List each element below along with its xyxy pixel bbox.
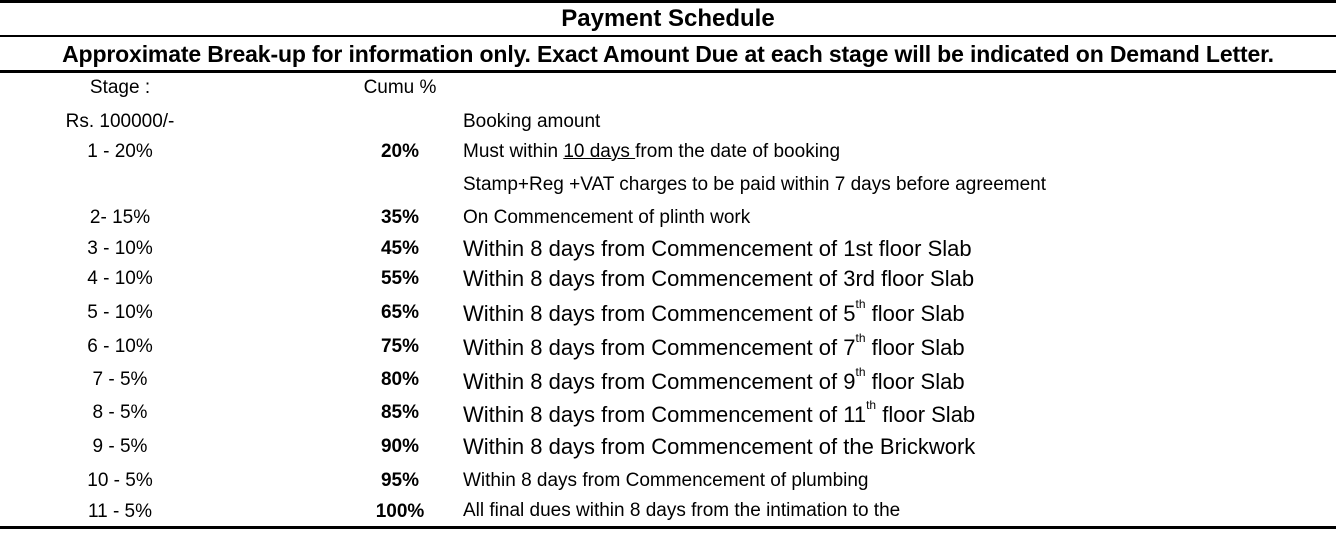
cumulative-percent-cell: 100% [375, 501, 425, 522]
stage-cell: 4 - 10% [87, 268, 153, 289]
stage-cell: 2- 15% [89, 207, 151, 228]
stage-cell: 1 - 20% [87, 141, 153, 162]
ordinal-suffix: th [855, 331, 866, 345]
stage-cell: Rs. 100000/- [65, 111, 175, 132]
description-text: Must within [463, 141, 564, 162]
stage-cell: 5 - 10% [87, 302, 153, 323]
cumulative-percent-cell: 90% [380, 436, 420, 457]
description-text: floor Slab [876, 402, 976, 427]
subtitle-note: Approximate Break-up for information only. Exact Amount Due at each stage will be indicated on Demand Letter. [62, 41, 1274, 67]
stage-cell: 8 - 5% [92, 402, 148, 423]
stage-cell: 11 - 5% [87, 501, 153, 522]
title-divider [0, 35, 1336, 37]
stage-cell: 3 - 10% [87, 238, 153, 259]
cumulative-percent-cell: 75% [380, 336, 420, 357]
cumulative-percent-cell: 55% [380, 268, 420, 289]
stage-column-header: Stage : [89, 77, 151, 98]
bottom-rule [0, 526, 1336, 529]
header-divider [0, 70, 1336, 73]
description-text: floor Slab [865, 369, 965, 394]
description-cell: Within 8 days from Commencement of 1st floor Slab [463, 236, 972, 261]
description-text: from the date of booking [635, 141, 841, 162]
description-cell: All final dues within 8 days from the intimation to the [463, 500, 901, 521]
underlined-deadline: 10 days [563, 141, 636, 162]
description-cell: Within 8 days from Commencement of 3rd floor Slab [463, 266, 975, 291]
description-text: floor Slab [865, 301, 965, 326]
stage-cell: 6 - 10% [87, 336, 153, 357]
description-cell: On Commencement of plinth work [463, 207, 751, 228]
ordinal-suffix: th [855, 297, 866, 311]
page-title: Payment Schedule [561, 5, 775, 32]
ordinal-suffix: th [855, 365, 866, 379]
cumu-column-header: Cumu % [363, 77, 437, 98]
description-cell: Stamp+Reg +VAT charges to be paid within 7 days before agreement [463, 174, 1047, 195]
description-text: Within 8 days from Commencement of 11 [463, 402, 867, 427]
cumulative-percent-cell: 80% [380, 369, 420, 390]
description-cell [463, 331, 965, 361]
description-cell: Within 8 days from Commencement of plumbing [463, 470, 869, 491]
cumulative-percent-cell: 35% [380, 207, 420, 228]
description-cell [463, 297, 965, 327]
cumulative-percent-cell: 45% [380, 238, 420, 259]
description-cell: Within 8 days from Commencement of the Brickwork [463, 434, 976, 459]
cumulative-percent-cell: 95% [380, 470, 420, 491]
description-text: Within 8 days from Commencement of 7 [463, 335, 856, 360]
stage-cell: 7 - 5% [92, 369, 148, 390]
description-text: Within 8 days from Commencement of 5 [463, 301, 856, 326]
description-cell [463, 365, 965, 395]
description-cell: Booking amount [463, 111, 601, 132]
cumulative-percent-cell: 65% [380, 302, 420, 323]
ordinal-suffix: th [866, 398, 877, 412]
stage-cell: 9 - 5% [92, 436, 148, 457]
description-text: Within 8 days from Commencement of 9 [463, 369, 856, 394]
cumulative-percent-cell: 20% [380, 141, 420, 162]
description-text: floor Slab [865, 335, 965, 360]
description-cell [463, 141, 840, 163]
cumulative-percent-cell: 85% [380, 402, 420, 423]
stage-cell: 10 - 5% [87, 470, 153, 491]
description-cell [463, 398, 976, 428]
